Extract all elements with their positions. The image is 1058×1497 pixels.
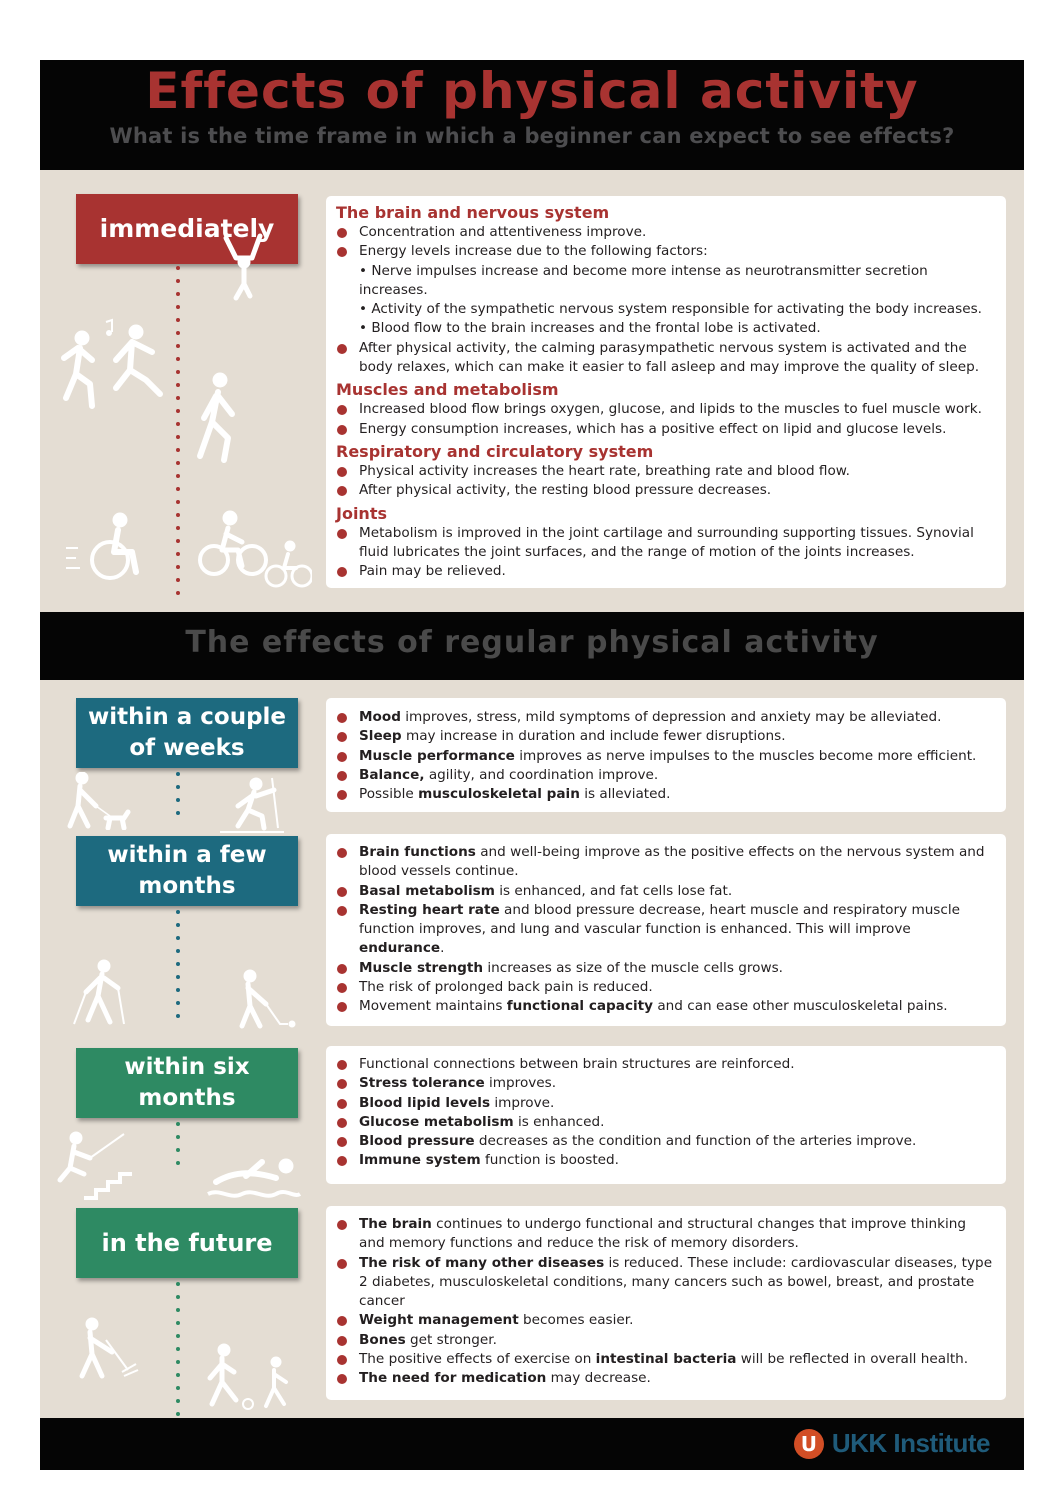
- item-text: agility, and coordination improve.: [424, 766, 659, 783]
- timeline-dots-blue-1: [176, 772, 180, 828]
- item-text: is reduced. These include: cardiovascular diseases, type 2 diabetes, musculoskeletal conditions, many cancers such as bowel, breast, and prostate cancer: [359, 1254, 993, 1310]
- item-text: function is boosted.: [480, 1152, 619, 1169]
- label-six-line1: within six: [124, 1054, 250, 1080]
- football-kids-icon: [202, 1342, 298, 1412]
- item-text: The positive effects of exercise on: [359, 1351, 596, 1368]
- bold-term: Bones: [359, 1331, 406, 1348]
- list-item: [336, 1132, 994, 1151]
- gardener-icon: [70, 1316, 140, 1382]
- list-item: [336, 1311, 994, 1330]
- list-item: [336, 1055, 994, 1074]
- list-item: [336, 959, 994, 978]
- list-item: Energy consumption increases, which has a positive effect on lipid and glucose levels.: [336, 420, 994, 439]
- timeline-dots-blue-2: [176, 910, 180, 1028]
- item-text: and blood pressure decrease, heart muscle and respiratory muscle function improves, and lung and vascular function is enhanced. This will improve: [359, 901, 961, 938]
- label-weeks-line2: of weeks: [129, 735, 245, 761]
- bold-term: Resting heart rate: [359, 901, 500, 918]
- card-months: [326, 834, 1006, 1026]
- poster: [40, 60, 1024, 1470]
- item-text: .: [440, 940, 445, 957]
- section-title: The brain and nervous system: [336, 203, 610, 222]
- footer-band: [40, 1418, 1024, 1470]
- list-item: [336, 1254, 994, 1312]
- list-item: [336, 1094, 994, 1113]
- list-item: [336, 1151, 994, 1170]
- card-future: [326, 1206, 1006, 1400]
- item-text: and can ease other musculoskeletal pains.: [653, 998, 948, 1015]
- page-title: Effects of physical activity: [145, 62, 919, 120]
- bold-term: The need for medication: [359, 1370, 547, 1387]
- bold-term: intestinal bacteria: [595, 1351, 737, 1368]
- ukk-logo-icon: U: [794, 1429, 824, 1459]
- list-item: [336, 747, 994, 766]
- timeline-dots-green-2: [176, 1282, 180, 1420]
- list-item: Increased blood flow brings oxygen, glucose, and lipids to the muscles to fuel muscle work.: [336, 400, 994, 419]
- dancing-people-icon: [56, 318, 166, 410]
- list-item: [336, 997, 994, 1016]
- list-item: [336, 766, 994, 785]
- weeks-list: [336, 708, 994, 804]
- list-item: [336, 1113, 994, 1132]
- list-item: [336, 1215, 994, 1254]
- months-list: [336, 843, 994, 1017]
- regular-activity-title: The effects of regular physical activity: [185, 625, 879, 660]
- list-item: [336, 1350, 994, 1369]
- wheelchair-icon: [64, 512, 144, 582]
- list-item: Physical activity increases the heart rate, breathing rate and blood flow.: [336, 462, 994, 481]
- ukk-logo-text: UKK Institute: [831, 1428, 990, 1458]
- card-immediately: [326, 196, 1006, 588]
- six-list: [336, 1055, 994, 1171]
- bold-term: endurance: [359, 940, 441, 957]
- item-text: will be reflected in overall health.: [736, 1351, 969, 1368]
- item-text: get stronger.: [405, 1331, 497, 1348]
- list-item: [336, 882, 994, 901]
- stair-climber-icon: [54, 1130, 138, 1202]
- bold-term: functional capacity: [506, 998, 654, 1015]
- list-item: [336, 1331, 994, 1350]
- section-title: Joints: [336, 503, 387, 523]
- skier-icon: [216, 776, 288, 836]
- regular-activity-band: [40, 612, 1024, 680]
- item-text: is alleviated.: [579, 786, 671, 803]
- bold-term: Blood lipid levels: [359, 1094, 491, 1111]
- item-text: decreases as the condition and function of the arteries improve.: [474, 1133, 917, 1150]
- item-text: improves, stress, mild symptoms of depression and anxiety may be alleviated.: [400, 709, 942, 725]
- item-text: Movement maintains: [359, 998, 507, 1015]
- label-future-text: in the future: [101, 1229, 273, 1257]
- item-text: and well-being improve as the positive effects on the nervous system and blood vessels continue.: [359, 844, 985, 880]
- header-band: [40, 60, 1024, 170]
- item-text: becomes easier.: [518, 1312, 634, 1329]
- hockey-player-icon: [226, 968, 296, 1032]
- list-item: [336, 978, 994, 997]
- list-subitem: • Blood flow to the brain increases and the frontal lobe is activated.: [359, 320, 821, 337]
- list-item: Concentration and attentiveness improve.: [336, 223, 994, 242]
- jumping-person-icon: [220, 232, 264, 304]
- list-item: [336, 901, 994, 959]
- list-item: After physical activity, the calming parasympathetic nervous system is activated and the body relaxes, which can make it easier to fall asleep and may improve the quality of sleep.: [336, 339, 994, 378]
- item-text: is enhanced.: [513, 1113, 605, 1130]
- section-title: Respiratory and circulatory system: [336, 441, 654, 461]
- bold-term: Stress tolerance: [359, 1075, 485, 1092]
- cyclists-icon: [196, 510, 312, 590]
- dog-walker-icon: [66, 772, 136, 830]
- bold-term: musculoskeletal pain: [418, 786, 580, 803]
- item-text: is enhanced, and fat cells lose fat.: [494, 882, 733, 899]
- label-months-line1: within a few: [107, 842, 267, 868]
- bold-term: Muscle strength: [359, 959, 484, 976]
- list-item: [336, 785, 994, 804]
- label-months-line2: months: [138, 873, 236, 899]
- page-subtitle: What is the time frame in which a beginner can expect to see effects?: [109, 124, 955, 148]
- item-text: may decrease.: [546, 1370, 651, 1387]
- item-text: increases as size of the muscle cells grows.: [483, 959, 783, 976]
- label-weeks: [76, 698, 298, 768]
- list-subitem: • Activity of the sympathetic nervous system responsible for activating the body increases.: [359, 301, 982, 318]
- list-item: Metabolism is improved in the joint cartilage and surrounding supporting tissues. Synovial fluid lubricates the joint surfaces, and the range of motion of the joints increases.: [336, 524, 994, 563]
- timeline-dots-green-1: [176, 1122, 180, 1172]
- section-title: Muscles and metabolism: [336, 380, 559, 400]
- list-item: [336, 843, 994, 882]
- label-six-months: [76, 1048, 298, 1118]
- item-text: Possible: [359, 786, 419, 803]
- bold-term: Muscle performance: [359, 747, 515, 764]
- list-item: Energy levels increase due to the following factors:: [336, 242, 994, 261]
- card-six-months: [326, 1046, 1006, 1184]
- bold-term: Sleep: [359, 728, 402, 745]
- label-months: [76, 836, 298, 906]
- item-text: The risk of prolonged back pain is reduced.: [359, 979, 653, 996]
- list-item: Pain may be relieved.: [336, 562, 994, 581]
- item-text: continues to undergo functional and structural changes that improve thinking and memory functions and reduce the risk of memory disorders.: [359, 1216, 966, 1252]
- nordic-walker-icon: [70, 958, 132, 1028]
- label-immediately: [76, 194, 298, 264]
- bold-term: Brain functions: [359, 844, 476, 860]
- list-subitem: • Nerve impulses increase and become more intense as neurotransmitter secretion increases.: [359, 262, 928, 298]
- bold-term: Immune system: [359, 1152, 481, 1169]
- item-text: Functional connections between brain structures are reinforced.: [359, 1056, 795, 1072]
- timeline-dots-red: [176, 266, 180, 604]
- item-text: improves as nerve impulses to the muscles become more efficient.: [514, 747, 977, 764]
- bold-term: Basal metabolism: [359, 882, 495, 899]
- list-item: After physical activity, the resting blood pressure decreases.: [336, 481, 994, 500]
- label-weeks-line1: within a couple: [87, 704, 287, 730]
- list-item: [336, 708, 994, 727]
- walking-person-icon: [194, 372, 244, 464]
- bold-term: Mood: [359, 709, 401, 725]
- label-six-line2: months: [138, 1085, 236, 1111]
- bold-term: Weight management: [359, 1312, 519, 1329]
- bold-term: The brain: [359, 1216, 432, 1232]
- ukk-logo: [794, 1428, 990, 1459]
- bold-term: Balance,: [359, 766, 425, 783]
- bold-term: Blood pressure: [359, 1133, 475, 1150]
- list-item: [336, 1074, 994, 1093]
- card-weeks: [326, 698, 1006, 812]
- item-text: may increase in duration and include fewer disruptions.: [401, 728, 786, 745]
- list-item: [336, 1369, 994, 1388]
- bold-term: Glucose metabolism: [359, 1113, 514, 1130]
- item-text: improve.: [490, 1094, 555, 1111]
- swimmer-icon: [206, 1158, 302, 1202]
- future-list: [336, 1215, 994, 1389]
- list-item: [336, 727, 994, 746]
- label-immediately-text: immediately: [99, 214, 275, 243]
- label-future: [76, 1208, 298, 1278]
- bold-term: The risk of many other diseases: [359, 1254, 605, 1271]
- item-text: improves.: [484, 1075, 557, 1092]
